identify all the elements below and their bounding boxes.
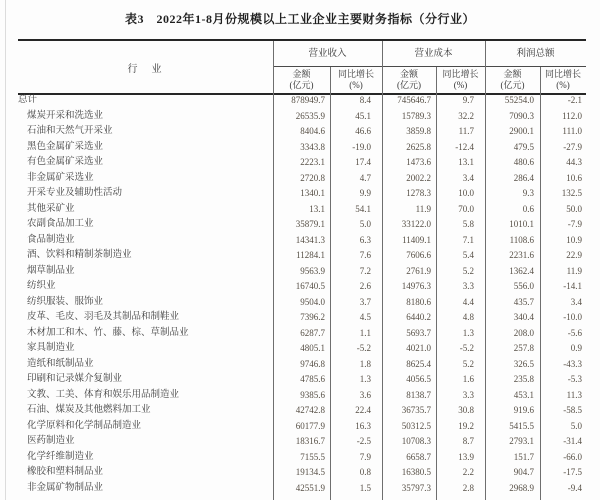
table-row (18, 248, 586, 264)
value-cell: 479.5 (513, 141, 534, 152)
value-cell: 60177.9 (295, 420, 325, 431)
industry-cell: 化学原料和化学制品制造业 (27, 420, 142, 431)
value-cell: 0.9 (570, 343, 582, 353)
value-cell: 453.1 (513, 389, 534, 400)
value-cell: 11.7 (458, 126, 474, 136)
value-cell: 0.8 (359, 467, 371, 477)
table-row (18, 171, 586, 187)
industry-cell: 黑色金属矿采选业 (27, 141, 104, 152)
value-cell: 1.3 (462, 327, 474, 338)
value-cell: 5.0 (570, 420, 582, 431)
page-edge-line (5, 0, 6, 500)
value-cell: 10708.3 (401, 436, 431, 446)
value-cell: -43.3 (563, 358, 582, 369)
value-cell: 3343.8 (300, 141, 325, 152)
industry-cell: 烟草制品业 (27, 265, 75, 276)
value-cell: 6440.2 (406, 312, 431, 322)
value-cell: 1.6 (462, 374, 474, 384)
industry-cell: 纺织服装、服饰业 (27, 296, 104, 307)
value-cell: 4.4 (462, 296, 474, 307)
value-cell: 5.0 (359, 219, 371, 229)
page-title: 表3 2022年1-8月份规模以上工业企业主要财务指标（分行业） (125, 12, 475, 26)
value-cell: 435.7 (513, 296, 534, 307)
value-cell: 8138.7 (406, 389, 431, 400)
table-row (18, 155, 586, 171)
value-cell: 14976.3 (401, 281, 431, 291)
value-cell: 1278.3 (406, 188, 431, 198)
table-row (18, 419, 586, 435)
value-cell: 7.1 (462, 234, 474, 245)
group-header-total-profit: 利润总额 (485, 41, 586, 67)
industry-cell: 造纸和纸制品业 (27, 358, 94, 369)
value-cell: 2.8 (462, 482, 474, 493)
value-cell: 35879.1 (295, 219, 325, 229)
value-cell: 19134.5 (295, 467, 325, 477)
value-cell: 4.7 (359, 172, 371, 183)
value-cell: 5.2 (462, 265, 474, 276)
value-cell: -7.9 (567, 219, 582, 229)
value-cell: 480.6 (513, 157, 534, 167)
value-cell: -2.1 (567, 95, 582, 105)
table-row (18, 295, 586, 311)
industry-cell: 石油和天然气开采业 (27, 126, 113, 136)
value-cell: -14.1 (563, 281, 582, 291)
value-cell: 13.1 (458, 157, 474, 167)
value-cell: 3.4 (462, 172, 474, 183)
value-cell: 16740.5 (295, 281, 325, 291)
value-cell: 2231.6 (509, 250, 534, 260)
value-cell: 4021.0 (406, 343, 431, 353)
table-row (18, 140, 586, 156)
value-cell: 5415.5 (509, 420, 534, 431)
industry-cell: 石油、煤炭及其他燃料加工业 (27, 405, 151, 415)
industry-cell: 食品制造业 (27, 234, 75, 245)
value-cell: 6287.7 (300, 327, 325, 338)
value-cell: 9.9 (359, 188, 371, 198)
value-cell: 8625.4 (406, 358, 431, 369)
value-cell: 2223.1 (300, 157, 325, 167)
group-header-operating-revenue: 营业收入 (273, 41, 382, 67)
industry-cell: 非金属矿采选业 (27, 172, 94, 183)
industry-cell: 纺织业 (27, 281, 56, 291)
value-cell: 22.9 (566, 250, 582, 260)
value-cell: 18316.7 (295, 436, 325, 446)
value-cell: 10.6 (566, 172, 582, 183)
value-cell: 745646.7 (397, 95, 431, 105)
value-cell: 5.4 (462, 250, 474, 260)
value-cell: 11.9 (566, 265, 582, 276)
value-cell: 11.3 (566, 389, 582, 400)
value-cell: 1473.6 (406, 157, 431, 167)
value-cell: 7.9 (359, 451, 371, 462)
value-cell: 1108.6 (509, 234, 534, 245)
value-cell: 10.9 (566, 234, 582, 245)
value-cell: 15789.3 (401, 110, 431, 121)
value-cell: 5693.7 (406, 327, 431, 338)
value-cell: 2900.1 (509, 126, 534, 136)
value-cell: 904.7 (513, 467, 534, 477)
subheader-revenue-amount: 金额 (亿元) (289, 69, 314, 90)
value-cell: 7090.3 (509, 110, 534, 121)
table-row (18, 465, 586, 481)
value-cell: -31.4 (563, 436, 582, 446)
value-cell: 35797.3 (401, 482, 431, 493)
value-cell: 132.5 (561, 188, 582, 198)
industry-cell: 有色金属矿采选业 (27, 157, 104, 167)
value-cell: 919.6 (513, 405, 534, 415)
table-row (18, 233, 586, 249)
value-cell: -5.6 (567, 327, 582, 338)
column-divider (436, 67, 437, 500)
value-cell: 2761.9 (406, 265, 431, 276)
value-cell: 7.6 (359, 250, 371, 260)
industry-cell: 农副食品加工业 (27, 219, 94, 229)
value-cell: 9385.6 (300, 389, 325, 400)
table-row (18, 326, 586, 342)
value-cell: 26535.9 (295, 110, 325, 121)
value-cell: 9746.8 (300, 358, 325, 369)
value-cell: 8404.6 (300, 126, 325, 136)
value-cell: -58.5 (563, 405, 582, 415)
column-divider (273, 41, 274, 500)
value-cell: 7606.6 (406, 250, 431, 260)
value-cell: 4805.1 (300, 343, 325, 353)
value-cell: 16380.5 (401, 467, 431, 477)
value-cell: 2.6 (359, 281, 371, 291)
value-cell: -17.5 (563, 467, 582, 477)
value-cell: 44.3 (566, 157, 582, 167)
value-cell: 326.5 (513, 358, 534, 369)
value-cell: 9.7 (462, 95, 474, 105)
value-cell: 1.1 (359, 327, 371, 338)
industry-cell: 酒、饮料和精制茶制造业 (27, 250, 132, 260)
subheader-profit-amount: 金额 (亿元) (500, 69, 525, 90)
subheader-revenue-growth: 同比增长 (%) (337, 69, 374, 90)
table-row (18, 124, 586, 140)
table-body (18, 93, 586, 496)
table-header (18, 41, 586, 95)
value-cell: 42551.9 (295, 482, 325, 493)
value-cell: 33122.0 (401, 219, 431, 229)
value-cell: 878949.7 (291, 95, 325, 105)
industry-cell: 医药制造业 (27, 436, 75, 446)
table-row (18, 279, 586, 295)
value-cell: 151.7 (513, 451, 534, 462)
value-cell: 22.4 (355, 405, 371, 415)
value-cell: 50.0 (566, 203, 582, 214)
industry-cell: 开采专业及辅助性活动 (27, 188, 123, 198)
value-cell: 36735.7 (401, 405, 431, 415)
value-cell: 1340.1 (300, 188, 325, 198)
subheader-cost-amount: 金额 (亿元) (397, 69, 421, 90)
table-row (18, 434, 586, 450)
value-cell: 9563.9 (300, 265, 325, 276)
table-row (18, 403, 586, 419)
value-cell: 3.3 (462, 281, 474, 291)
value-cell: 5.8 (462, 219, 474, 229)
value-cell: -66.0 (563, 451, 582, 462)
table-row (18, 450, 586, 466)
value-cell: 235.8 (513, 374, 534, 384)
value-cell: 1010.1 (509, 219, 534, 229)
value-cell: 1.3 (359, 374, 371, 384)
value-cell: 2002.2 (406, 172, 431, 183)
value-cell: -5.3 (567, 374, 582, 384)
value-cell: 208.0 (513, 327, 534, 338)
value-cell: -27.9 (563, 141, 582, 152)
value-cell: 340.4 (513, 312, 534, 322)
industry-cell: 文教、工美、体育和娱乐用品制造业 (27, 389, 180, 400)
value-cell: 13.9 (458, 451, 474, 462)
industry-cell: 化学纤维制造业 (27, 451, 94, 462)
subheader-cost-growth: 同比增长 (%) (442, 69, 479, 90)
value-cell: 6.3 (359, 234, 371, 245)
table-row (18, 341, 586, 357)
industry-cell: 印刷和记录媒介复制业 (27, 374, 123, 384)
value-cell: 8180.6 (406, 296, 431, 307)
industry-column-header: 行 业 (127, 63, 164, 75)
value-cell: 32.2 (458, 110, 474, 121)
table-row (18, 372, 586, 388)
value-cell: -19.0 (352, 141, 371, 152)
value-cell: 54.1 (355, 203, 371, 214)
value-cell: 17.4 (355, 157, 371, 167)
value-cell: 16.3 (355, 420, 371, 431)
value-cell: 112.0 (562, 110, 582, 121)
industry-cell: 总计 (18, 95, 38, 105)
table-row (18, 264, 586, 280)
industry-cell: 非金属矿物制品业 (27, 482, 104, 493)
value-cell: 1362.4 (509, 265, 534, 276)
value-cell: 14341.3 (295, 234, 325, 245)
value-cell: 9504.0 (300, 296, 325, 307)
value-cell: 70.0 (458, 203, 474, 214)
value-cell: 19.2 (458, 420, 474, 431)
value-cell: 45.1 (355, 110, 371, 121)
value-cell: 10.0 (458, 188, 474, 198)
value-cell: 7155.5 (300, 451, 325, 462)
value-cell: -9.4 (567, 482, 582, 493)
value-cell: 4.5 (359, 312, 371, 322)
table-row (18, 357, 586, 373)
value-cell: 8.7 (462, 436, 474, 446)
value-cell: 111.0 (562, 126, 582, 136)
table-row (18, 93, 586, 109)
value-cell: 11.9 (415, 203, 431, 214)
value-cell: 11284.1 (296, 250, 325, 260)
table-row (18, 186, 586, 202)
value-cell: 286.4 (513, 172, 534, 183)
value-cell: 2793.1 (509, 436, 534, 446)
industry-cell: 橡胶和塑料制品业 (27, 467, 104, 477)
value-cell: 257.8 (513, 343, 534, 353)
industry-cell: 其他采矿业 (27, 203, 75, 214)
column-divider (330, 67, 331, 500)
value-cell: 0.6 (522, 203, 534, 214)
value-cell: 6658.7 (406, 451, 431, 462)
value-cell: 2625.8 (406, 141, 431, 152)
value-cell: 3.3 (462, 389, 474, 400)
table-row (18, 202, 586, 218)
value-cell: 7396.2 (300, 312, 325, 322)
value-cell: 7.2 (359, 265, 371, 276)
value-cell: 3.6 (359, 389, 371, 400)
value-cell: -2.5 (356, 436, 371, 446)
value-cell: 30.8 (458, 405, 474, 415)
industry-cell: 煤炭开采和洗选业 (27, 110, 104, 121)
value-cell: -5.2 (459, 343, 474, 353)
value-cell: 5.2 (462, 358, 474, 369)
value-cell: 13.1 (309, 203, 325, 214)
value-cell: 4056.5 (406, 374, 431, 384)
value-cell: -12.4 (455, 141, 474, 152)
value-cell: 4785.6 (300, 374, 325, 384)
table-row (18, 481, 586, 497)
value-cell: -10.0 (563, 312, 582, 322)
value-cell: 3.7 (359, 296, 371, 307)
group-header-operating-cost: 营业成本 (382, 41, 485, 67)
value-cell: 3859.8 (406, 126, 431, 136)
value-cell: 1.5 (359, 482, 371, 493)
value-cell: 4.8 (462, 312, 474, 322)
value-cell: 1.8 (359, 358, 371, 369)
table-row (18, 388, 586, 404)
value-cell: 11409.1 (402, 234, 431, 245)
column-divider (540, 67, 541, 500)
table-row (18, 109, 586, 125)
industry-cell: 家具制造业 (27, 343, 75, 353)
table-row (18, 310, 586, 326)
industry-cell: 木材加工和木、竹、藤、棕、草制品业 (27, 327, 189, 338)
financial-indicators-table (18, 39, 586, 500)
value-cell: 556.0 (513, 281, 534, 291)
value-cell: 3.4 (570, 296, 582, 307)
value-cell: 2.2 (462, 467, 474, 477)
value-cell: 2720.8 (300, 172, 325, 183)
value-cell: 46.6 (355, 126, 371, 136)
value-cell: 8.4 (359, 95, 371, 105)
subheader-profit-growth: 同比增长 (%) (544, 69, 581, 90)
column-divider (485, 41, 486, 500)
value-cell: -5.2 (356, 343, 371, 353)
table-row (18, 217, 586, 233)
value-cell: 9.3 (522, 188, 534, 198)
column-divider (382, 41, 383, 500)
value-cell: 50312.5 (401, 420, 431, 431)
value-cell: 42742.8 (295, 405, 325, 415)
industry-cell: 皮革、毛皮、羽毛及其制品和制鞋业 (27, 312, 180, 322)
value-cell: 2968.9 (509, 482, 534, 493)
value-cell: 55254.0 (504, 95, 534, 105)
